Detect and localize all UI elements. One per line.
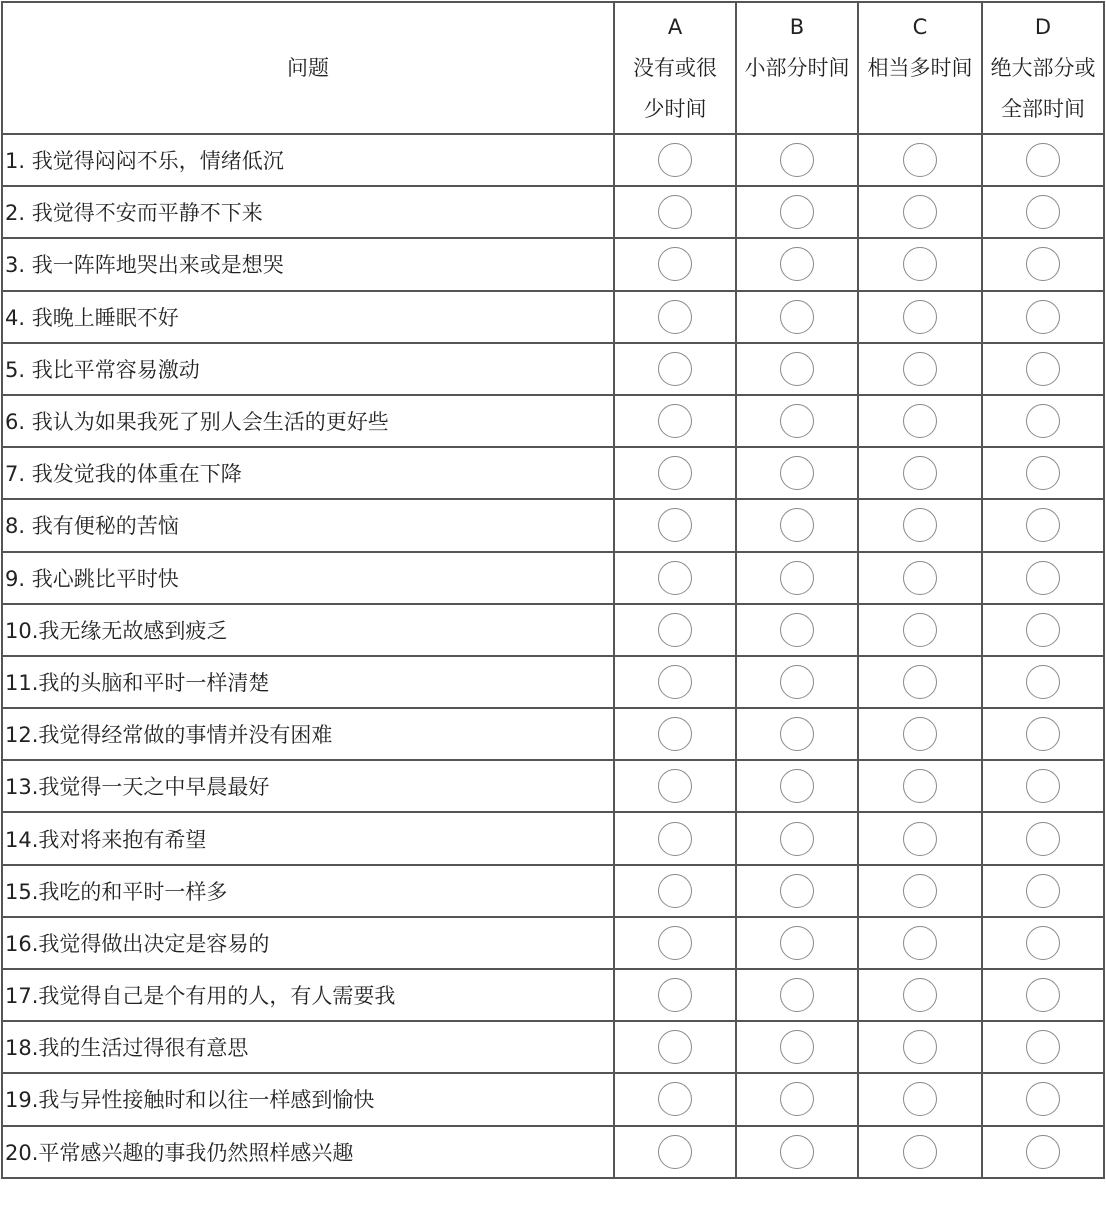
option-cell-c [858, 812, 982, 864]
option-cell-c [858, 343, 982, 395]
option-cell-d [982, 447, 1104, 499]
table-row [2, 186, 1104, 238]
radio-option-b[interactable] [780, 456, 814, 490]
option-cell-b [736, 812, 858, 864]
radio-option-b[interactable] [780, 300, 814, 334]
radio-option-c[interactable] [903, 613, 937, 647]
radio-option-b[interactable] [780, 1135, 814, 1169]
radio-option-a[interactable] [658, 561, 692, 595]
question-text: 3. 我一阵阵地哭出来或是想哭 [2, 238, 614, 290]
radio-option-b[interactable] [780, 665, 814, 699]
table-row [2, 917, 1104, 969]
radio-option-d[interactable] [1026, 1082, 1060, 1116]
table-row [2, 604, 1104, 656]
option-cell-b [736, 760, 858, 812]
option-cell-d [982, 1126, 1104, 1178]
header-row [2, 2, 1104, 134]
radio-option-a[interactable] [658, 143, 692, 177]
table-row [2, 447, 1104, 499]
option-cell-c [858, 760, 982, 812]
option-cell-b [736, 552, 858, 604]
option-cell-d [982, 760, 1104, 812]
radio-option-a[interactable] [658, 978, 692, 1012]
option-cell-d [982, 865, 1104, 917]
option-cell-a [614, 1126, 736, 1178]
option-letter: D [1034, 15, 1052, 39]
radio-option-c[interactable] [903, 300, 937, 334]
option-cell-a [614, 343, 736, 395]
radio-option-a[interactable] [658, 717, 692, 751]
option-cell-d [982, 186, 1104, 238]
option-cell-a [614, 656, 736, 708]
radio-option-b[interactable] [780, 195, 814, 229]
table-row [2, 395, 1104, 447]
radio-option-d[interactable] [1026, 717, 1060, 751]
option-cell-b [736, 917, 858, 969]
radio-option-b[interactable] [780, 143, 814, 177]
radio-option-d[interactable] [1026, 508, 1060, 542]
option-cell-d [982, 812, 1104, 864]
option-cell-b [736, 656, 858, 708]
option-cell-d [982, 343, 1104, 395]
option-cell-d [982, 395, 1104, 447]
option-cell-c [858, 291, 982, 343]
table-row [2, 552, 1104, 604]
radio-option-a[interactable] [658, 1030, 692, 1064]
option-cell-a [614, 760, 736, 812]
header-option-a [614, 2, 736, 134]
option-cell-b [736, 1021, 858, 1073]
radio-option-d[interactable] [1026, 1030, 1060, 1064]
option-cell-c [858, 865, 982, 917]
radio-option-d[interactable] [1026, 561, 1060, 595]
radio-option-a[interactable] [658, 874, 692, 908]
option-cell-a [614, 238, 736, 290]
table-row [2, 865, 1104, 917]
question-text: 11.我的头脑和平时一样清楚 [2, 656, 614, 708]
question-text: 5. 我比平常容易激动 [2, 343, 614, 395]
table-row [2, 134, 1104, 186]
radio-option-d[interactable] [1026, 143, 1060, 177]
question-text: 6. 我认为如果我死了别人会生活的更好些 [2, 395, 614, 447]
option-cell-c [858, 552, 982, 604]
radio-option-a[interactable] [658, 508, 692, 542]
radio-option-a[interactable] [658, 613, 692, 647]
radio-option-d[interactable] [1026, 769, 1060, 803]
option-cell-a [614, 134, 736, 186]
option-cell-a [614, 604, 736, 656]
option-cell-d [982, 552, 1104, 604]
radio-option-a[interactable] [658, 926, 692, 960]
option-letter: A [667, 15, 683, 39]
radio-option-b[interactable] [780, 1030, 814, 1064]
radio-option-c[interactable] [903, 561, 937, 595]
option-cell-a [614, 969, 736, 1021]
radio-option-c[interactable] [903, 1135, 937, 1169]
radio-option-c[interactable] [903, 456, 937, 490]
option-cell-b [736, 291, 858, 343]
question-text: 8. 我有便秘的苦恼 [2, 499, 614, 551]
option-cell-c [858, 917, 982, 969]
radio-option-b[interactable] [780, 822, 814, 856]
option-cell-a [614, 395, 736, 447]
radio-option-a[interactable] [658, 665, 692, 699]
option-cell-a [614, 865, 736, 917]
question-text: 17.我觉得自己是个有用的人，有人需要我 [2, 969, 614, 1021]
radio-option-d[interactable] [1026, 822, 1060, 856]
table-row [2, 1021, 1104, 1073]
option-cell-d [982, 1073, 1104, 1125]
option-cell-d [982, 291, 1104, 343]
option-cell-d [982, 604, 1104, 656]
option-cell-d [982, 238, 1104, 290]
option-cell-c [858, 186, 982, 238]
question-text: 9. 我心跳比平时快 [2, 552, 614, 604]
radio-option-a[interactable] [658, 300, 692, 334]
radio-option-c[interactable] [903, 404, 937, 438]
question-text: 13.我觉得一天之中早晨最好 [2, 760, 614, 812]
radio-option-a[interactable] [658, 822, 692, 856]
radio-option-a[interactable] [658, 404, 692, 438]
table-row [2, 238, 1104, 290]
radio-option-d[interactable] [1026, 404, 1060, 438]
radio-option-c[interactable] [903, 195, 937, 229]
option-cell-d [982, 708, 1104, 760]
question-text: 18.我的生活过得很有意思 [2, 1021, 614, 1073]
option-cell-d [982, 1021, 1104, 1073]
option-cell-b [736, 969, 858, 1021]
option-cell-a [614, 1021, 736, 1073]
radio-option-c[interactable] [903, 822, 937, 856]
question-text: 1. 我觉得闷闷不乐，情绪低沉 [2, 134, 614, 186]
question-text: 19.我与异性接触时和以往一样感到愉快 [2, 1073, 614, 1125]
option-letter: C [912, 15, 928, 39]
table-row [2, 499, 1104, 551]
radio-option-c[interactable] [903, 1082, 937, 1116]
option-cell-a [614, 186, 736, 238]
option-cell-c [858, 969, 982, 1021]
radio-option-d[interactable] [1026, 926, 1060, 960]
radio-option-c[interactable] [903, 665, 937, 699]
table-row [2, 969, 1104, 1021]
option-cell-c [858, 238, 982, 290]
table-row [2, 708, 1104, 760]
option-cell-c [858, 134, 982, 186]
radio-option-d[interactable] [1026, 613, 1060, 647]
radio-option-a[interactable] [658, 456, 692, 490]
header-option-b [736, 2, 858, 134]
table-row [2, 343, 1104, 395]
table-row [2, 656, 1104, 708]
option-cell-d [982, 969, 1104, 1021]
option-cell-b [736, 343, 858, 395]
option-cell-b [736, 447, 858, 499]
question-text: 2. 我觉得不安而平静不下来 [2, 186, 614, 238]
option-cell-b [736, 186, 858, 238]
radio-option-c[interactable] [903, 247, 937, 281]
option-label: 全部时间 [1001, 97, 1085, 121]
option-cell-c [858, 1073, 982, 1125]
radio-option-b[interactable] [780, 247, 814, 281]
radio-option-a[interactable] [658, 769, 692, 803]
option-cell-d [982, 917, 1104, 969]
radio-option-b[interactable] [780, 352, 814, 386]
radio-option-a[interactable] [658, 352, 692, 386]
question-text: 15.我吃的和平时一样多 [2, 865, 614, 917]
option-cell-c [858, 499, 982, 551]
option-cell-c [858, 656, 982, 708]
radio-option-b[interactable] [780, 874, 814, 908]
option-cell-a [614, 917, 736, 969]
radio-option-b[interactable] [780, 561, 814, 595]
radio-option-c[interactable] [903, 874, 937, 908]
option-cell-c [858, 395, 982, 447]
option-cell-c [858, 1126, 982, 1178]
radio-option-a[interactable] [658, 1135, 692, 1169]
radio-option-d[interactable] [1026, 456, 1060, 490]
option-cell-c [858, 447, 982, 499]
option-cell-c [858, 1021, 982, 1073]
radio-option-b[interactable] [780, 978, 814, 1012]
header-option-c [858, 2, 982, 134]
radio-option-b[interactable] [780, 1082, 814, 1116]
radio-option-c[interactable] [903, 508, 937, 542]
radio-option-a[interactable] [658, 195, 692, 229]
option-cell-c [858, 708, 982, 760]
radio-option-d[interactable] [1026, 874, 1060, 908]
option-cell-d [982, 499, 1104, 551]
radio-option-d[interactable] [1026, 195, 1060, 229]
radio-option-d[interactable] [1026, 665, 1060, 699]
option-cell-b [736, 1126, 858, 1178]
header-option-d [982, 2, 1104, 134]
radio-option-c[interactable] [903, 143, 937, 177]
header-question: 问题 [2, 2, 614, 134]
radio-option-c[interactable] [903, 352, 937, 386]
option-cell-a [614, 812, 736, 864]
option-cell-a [614, 1073, 736, 1125]
option-cell-b [736, 499, 858, 551]
radio-option-b[interactable] [780, 404, 814, 438]
option-label: 少时间 [643, 97, 707, 121]
radio-option-d[interactable] [1026, 300, 1060, 334]
option-cell-b [736, 708, 858, 760]
radio-option-a[interactable] [658, 247, 692, 281]
radio-option-d[interactable] [1026, 247, 1060, 281]
radio-option-c[interactable] [903, 1030, 937, 1064]
option-cell-b [736, 395, 858, 447]
table-row [2, 1073, 1104, 1125]
option-cell-d [982, 134, 1104, 186]
radio-option-d[interactable] [1026, 1135, 1060, 1169]
option-cell-b [736, 238, 858, 290]
option-cell-b [736, 604, 858, 656]
option-cell-d [982, 656, 1104, 708]
radio-option-b[interactable] [780, 769, 814, 803]
option-cell-b [736, 134, 858, 186]
question-text: 20.平常感兴趣的事我仍然照样感兴趣 [2, 1126, 614, 1178]
option-cell-b [736, 1073, 858, 1125]
questionnaire-table [1, 1, 1105, 1179]
radio-option-c[interactable] [903, 717, 937, 751]
option-cell-a [614, 499, 736, 551]
radio-option-a[interactable] [658, 1082, 692, 1116]
radio-option-b[interactable] [780, 508, 814, 542]
option-cell-a [614, 447, 736, 499]
table-row [2, 760, 1104, 812]
radio-option-b[interactable] [780, 926, 814, 960]
table-row [2, 812, 1104, 864]
option-label: 没有或很 [633, 56, 717, 80]
option-letter: B [789, 15, 805, 39]
radio-option-c[interactable] [903, 926, 937, 960]
option-cell-a [614, 291, 736, 343]
option-label: 小部分时间 [744, 56, 850, 80]
question-text: 10.我无缘无故感到疲乏 [2, 604, 614, 656]
table-row [2, 291, 1104, 343]
option-label: 相当多时间 [867, 56, 973, 80]
question-text: 12.我觉得经常做的事情并没有困难 [2, 708, 614, 760]
question-text: 14.我对将来抱有希望 [2, 812, 614, 864]
question-text: 16.我觉得做出决定是容易的 [2, 917, 614, 969]
option-cell-a [614, 552, 736, 604]
option-cell-a [614, 708, 736, 760]
question-text: 7. 我发觉我的体重在下降 [2, 447, 614, 499]
question-text: 4. 我晚上睡眠不好 [2, 291, 614, 343]
option-cell-c [858, 604, 982, 656]
radio-option-b[interactable] [780, 613, 814, 647]
radio-option-c[interactable] [903, 769, 937, 803]
option-cell-b [736, 865, 858, 917]
table-row [2, 1126, 1104, 1178]
radio-option-b[interactable] [780, 717, 814, 751]
radio-option-d[interactable] [1026, 978, 1060, 1012]
radio-option-d[interactable] [1026, 352, 1060, 386]
radio-option-c[interactable] [903, 978, 937, 1012]
option-label: 绝大部分或 [990, 56, 1096, 80]
